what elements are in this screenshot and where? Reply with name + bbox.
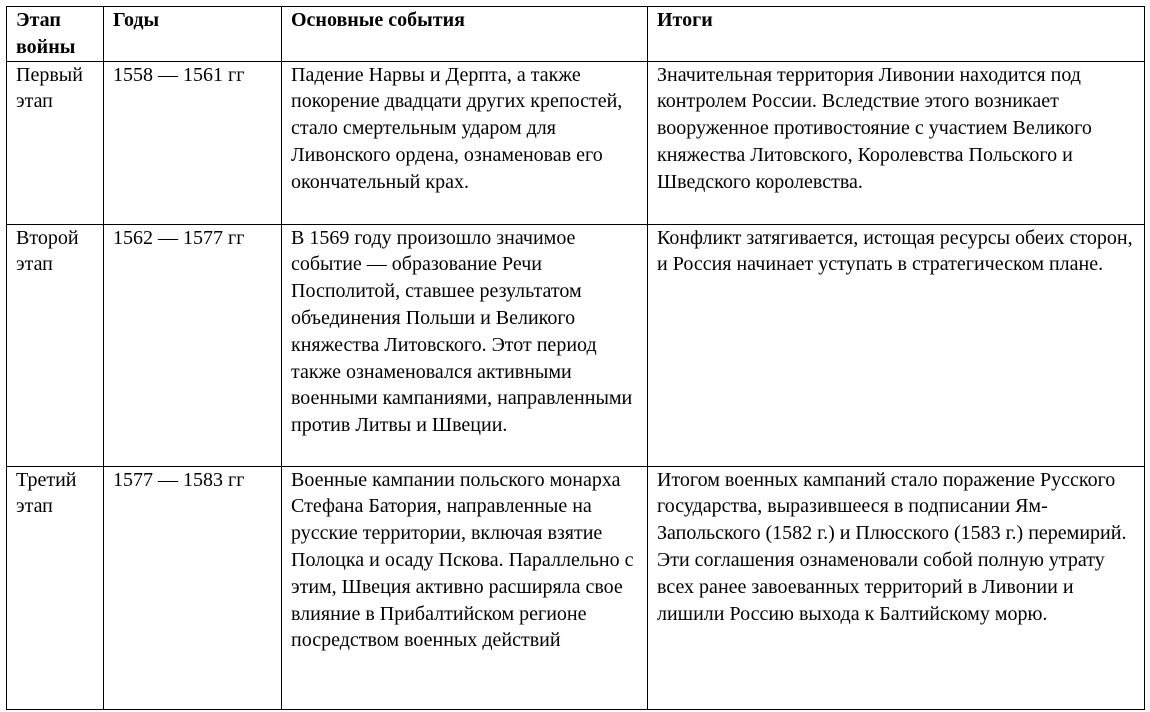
cell-stage: Первый этап	[7, 61, 104, 224]
header-years: Годы	[104, 7, 282, 62]
cell-events: В 1569 году произошло значимое событие — образование Речи Посполитой, ставшее результатом объединения Польши и Великого княжества Литовского. Этот период также ознаменовался активными военными кампаниями, направленными против Литвы и Швеции.	[282, 224, 648, 466]
cell-years: 1558 — 1561 гг	[104, 61, 282, 224]
cell-years: 1562 — 1577 гг	[104, 224, 282, 466]
cell-events: Военные кампании польского монарха Стефана Батория, направленные на русские территории, включая взятие Полоцка и осаду Пскова. Параллельно с этим, Швеция активно расширяла свое влияние в Прибалтийском регионе посредством военных действий	[282, 466, 648, 709]
table-header-row	[7, 7, 1145, 62]
cell-events: Падение Нарвы и Дерпта, а также покорение двадцати других крепостей, стало смертельным ударом для Ливонского ордена, ознаменовав его окончательный крах.	[282, 61, 648, 224]
cell-results: Значительная территория Ливонии находится под контролем России. Вследствие этого возникает вооруженное противостояние с участием Великого княжества Литовского, Королевства Польского и Шведского королевства.	[648, 61, 1145, 224]
livonian-war-table	[6, 6, 1145, 710]
cell-stage: Второй этап	[7, 224, 104, 466]
cell-years: 1577 — 1583 гг	[104, 466, 282, 709]
header-events: Основные события	[282, 7, 648, 62]
cell-results: Конфликт затягивается, истощая ресурсы обеих сторон, и Россия начинает уступать в стратегическом плане.	[648, 224, 1145, 466]
table-row	[7, 224, 1145, 466]
table-row	[7, 466, 1145, 709]
header-results: Итоги	[648, 7, 1145, 62]
cell-results: Итогом военных кампаний стало поражение Русского государства, выразившееся в подписании Ям-Запольского (1582 г.) и Плюсского (1583 г.) перемирий. Эти соглашения ознаменовали собой полную утрату всех ранее завоеванных территорий в Ливонии и лишили Россию выхода к Балтийскому морю.	[648, 466, 1145, 709]
cell-stage: Третий этап	[7, 466, 104, 709]
table-row	[7, 61, 1145, 224]
header-stage: Этап войны	[7, 7, 104, 62]
